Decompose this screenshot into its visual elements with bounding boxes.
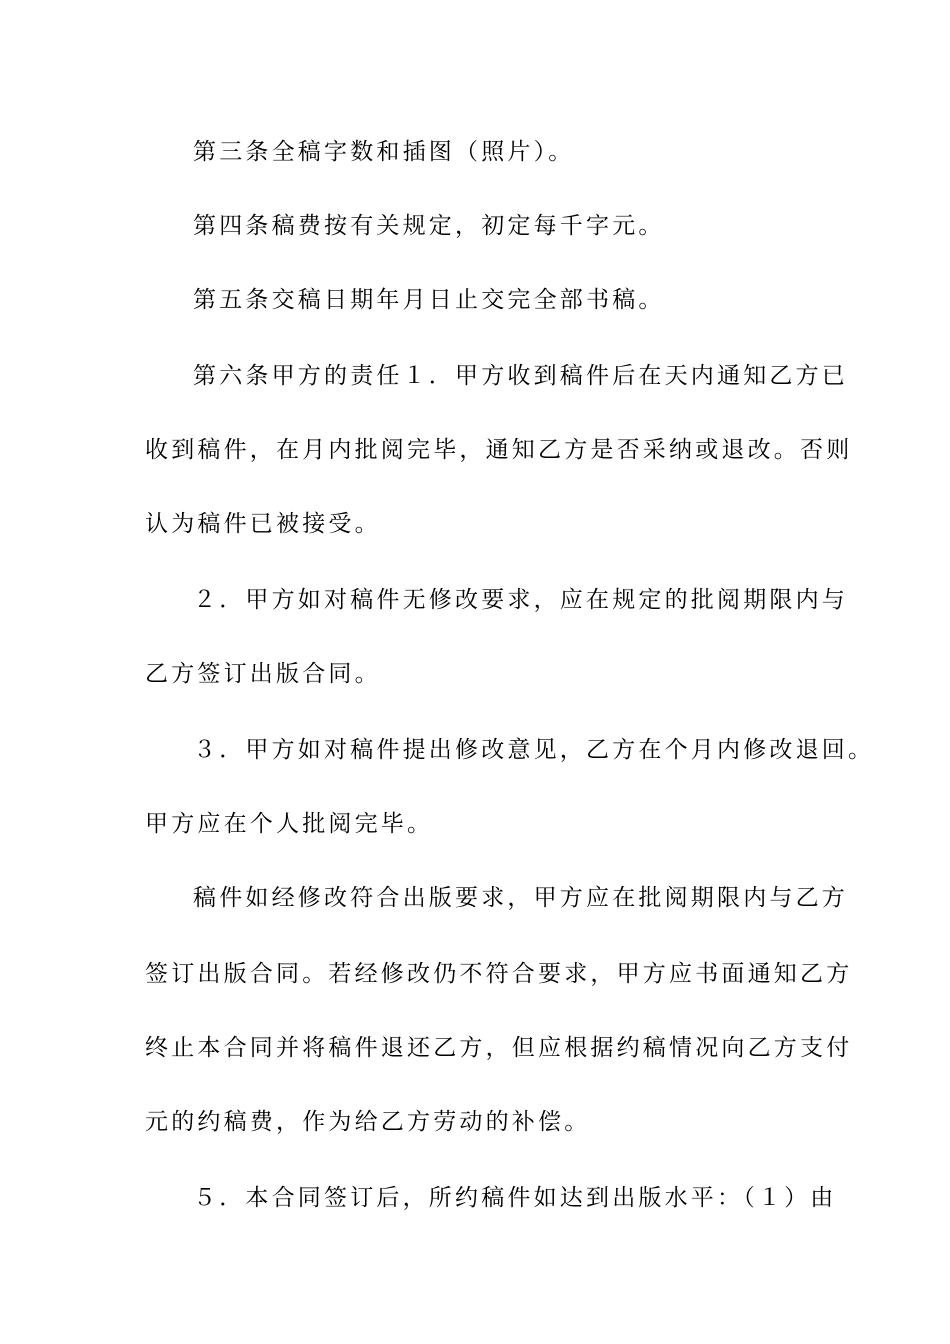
paragraph-revision-line-2: 签订出版合同。若经修改仍不符合要求，甲方应书面通知乙方 [145, 961, 853, 987]
paragraph-item-3-line-2: 甲方应在个人批阅完毕。 [145, 811, 434, 837]
paragraph-item-2-line-2: 乙方签订出版合同。 [145, 661, 381, 687]
paragraph-article-6-line-3: 认为稿件已被接受。 [145, 511, 381, 537]
paragraph-article-6-line-1: 第六条甲方的责任１．甲方收到稿件后在天内通知乙方已 [193, 363, 848, 389]
paragraph-revision-line-3: 终止本合同并将稿件退还乙方，但应根据约稿情况向乙方支付 [145, 1035, 853, 1061]
paragraph-item-2-line-1: ２．甲方如对稿件无修改要求，应在规定的批阅期限内与 [193, 587, 848, 613]
paragraph-article-5: 第五条交稿日期年月日止交完全部书稿。 [193, 287, 665, 313]
paragraph-revision-line-4: 元的约稿费，作为给乙方劳动的补偿。 [145, 1109, 591, 1135]
paragraph-article-3: 第三条全稿字数和插图（照片）。 [193, 139, 575, 165]
paragraph-item-3-line-1: ３．甲方如对稿件提出修改意见，乙方在个月内修改退回。 [193, 737, 875, 763]
paragraph-article-6-line-2: 收到稿件，在月内批阅完毕，通知乙方是否采纳或退改。否则 [145, 437, 853, 463]
paragraph-revision-line-1: 稿件如经修改符合出版要求，甲方应在批阅期限内与乙方 [193, 885, 848, 911]
paragraph-article-4: 第四条稿费按有关规定，初定每千字元。 [193, 213, 665, 239]
paragraph-item-5-line-1: ５．本合同签订后，所约稿件如达到出版水平：（１）由 [193, 1185, 837, 1211]
